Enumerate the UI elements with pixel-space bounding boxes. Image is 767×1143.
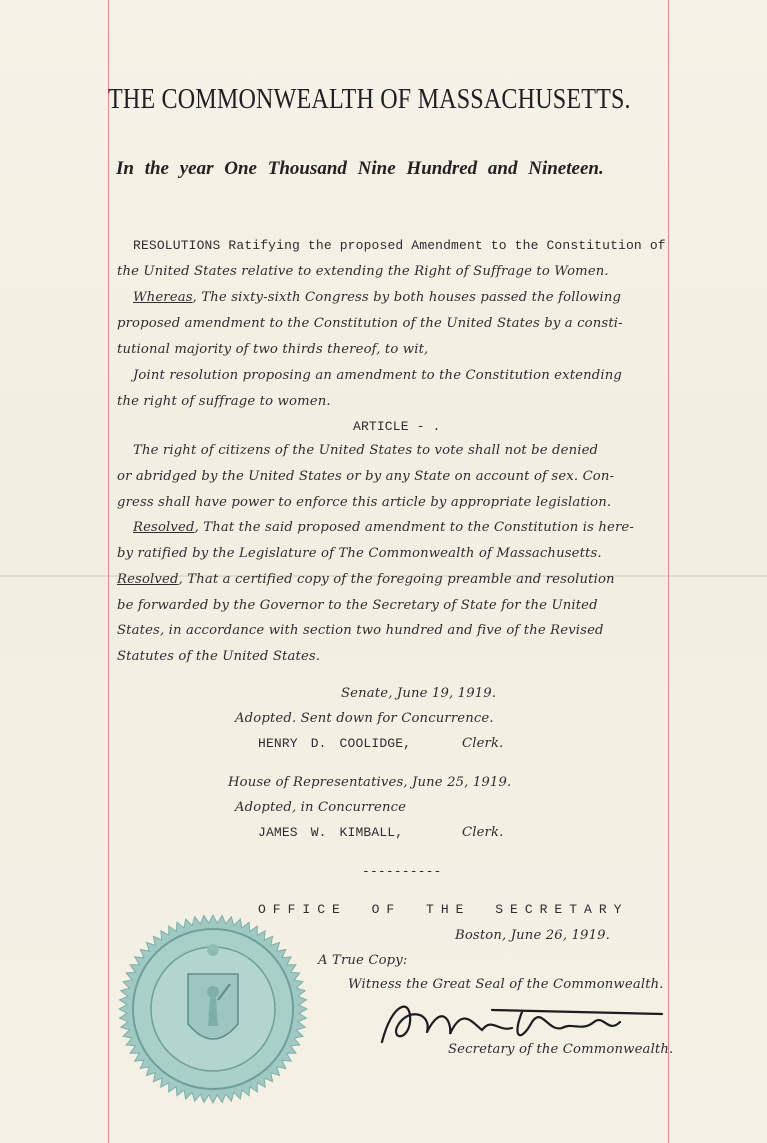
witness-line: Witness the Great Seal of the Commonwealth. xyxy=(348,977,664,992)
office-of-secretary: OFFICE OF THE SECRETARY xyxy=(258,902,629,917)
boston-date: Boston, June 26, 1919. xyxy=(455,928,611,943)
house-date: House of Representatives, June 25, 1919. xyxy=(228,775,512,790)
body-line-3-text: , The sixty-sixth Congress by both houses passed the following xyxy=(192,290,622,305)
resolutions-text: RESOLUTIONS Ratifying the proposed Amendment to the Constitution of xyxy=(133,238,666,253)
body-line-16: Statutes of the United States. xyxy=(117,649,321,664)
body-line-12: by ratified by the Legislature of The Commonwealth of Massachusetts. xyxy=(117,546,602,561)
body-line-13-text: , That a certified copy of the foregoing preamble and resolution xyxy=(178,572,615,587)
resolved-label-2: Resolved xyxy=(117,572,179,587)
body-line-13 xyxy=(117,572,615,587)
body-line-8: The right of citizens of the United States to vote shall not be denied xyxy=(133,443,599,458)
body-line-11 xyxy=(133,520,634,535)
body-line-6: Joint resolution proposing an amendment to the Constitution extending xyxy=(133,368,622,383)
senate-clerk-title: Clerk. xyxy=(462,736,504,751)
senate-clerk-name: HENRY D. COOLIDGE, xyxy=(258,736,412,751)
body-line-7: the right of suffrage to women. xyxy=(117,394,331,409)
body-line-5: tutional majority of two thirds thereof, to wit, xyxy=(117,342,429,357)
body-line-11-text: , That the said proposed amendment to the Constitution is here- xyxy=(194,520,634,535)
house-action: Adopted, in Concurrence xyxy=(235,800,407,815)
body-line-10: gress shall have power to enforce this article by appropriate legislation. xyxy=(117,495,612,510)
resolved-label-1: Resolved xyxy=(133,520,195,535)
body-line-9: or abridged by the United States or by any State on account of sex. Con- xyxy=(117,469,615,484)
article-heading: ARTICLE - . xyxy=(353,419,441,434)
body-line-14: be forwarded by the Governor to the Secretary of State for the United xyxy=(117,598,598,613)
year-line: In the year One Thousand Nine Hundred and Nineteen. xyxy=(116,158,604,179)
true-copy: A True Copy: xyxy=(318,953,408,968)
body-line-3 xyxy=(133,290,621,305)
senate-action: Adopted. Sent down for Concurrence. xyxy=(235,711,494,726)
divider-dashes: ---------- xyxy=(362,864,442,879)
body-line-4: proposed amendment to the Constitution of the United States by a consti- xyxy=(117,316,623,331)
document-title: THE COMMONWEALTH OF MASSACHUSETTS. xyxy=(108,84,631,115)
house-clerk-title: Clerk. xyxy=(462,825,504,840)
left-margin-rule xyxy=(108,0,109,1143)
house-clerk-name: JAMES W. KIMBALL, xyxy=(258,825,404,840)
whereas-label: Whereas xyxy=(133,290,193,305)
great-seal-icon xyxy=(118,914,308,1104)
body-line-15: States, in accordance with section two hundred and five of the Revised xyxy=(117,623,604,638)
secretary-title: Secretary of the Commonwealth. xyxy=(448,1042,674,1057)
senate-date: Senate, June 19, 1919. xyxy=(341,686,497,701)
body-line-1 xyxy=(133,238,666,253)
body-line-2: the United States relative to extending the Right of Suffrage to Women. xyxy=(117,264,609,279)
right-margin-rule xyxy=(668,0,669,1143)
secretary-signature xyxy=(372,992,672,1052)
